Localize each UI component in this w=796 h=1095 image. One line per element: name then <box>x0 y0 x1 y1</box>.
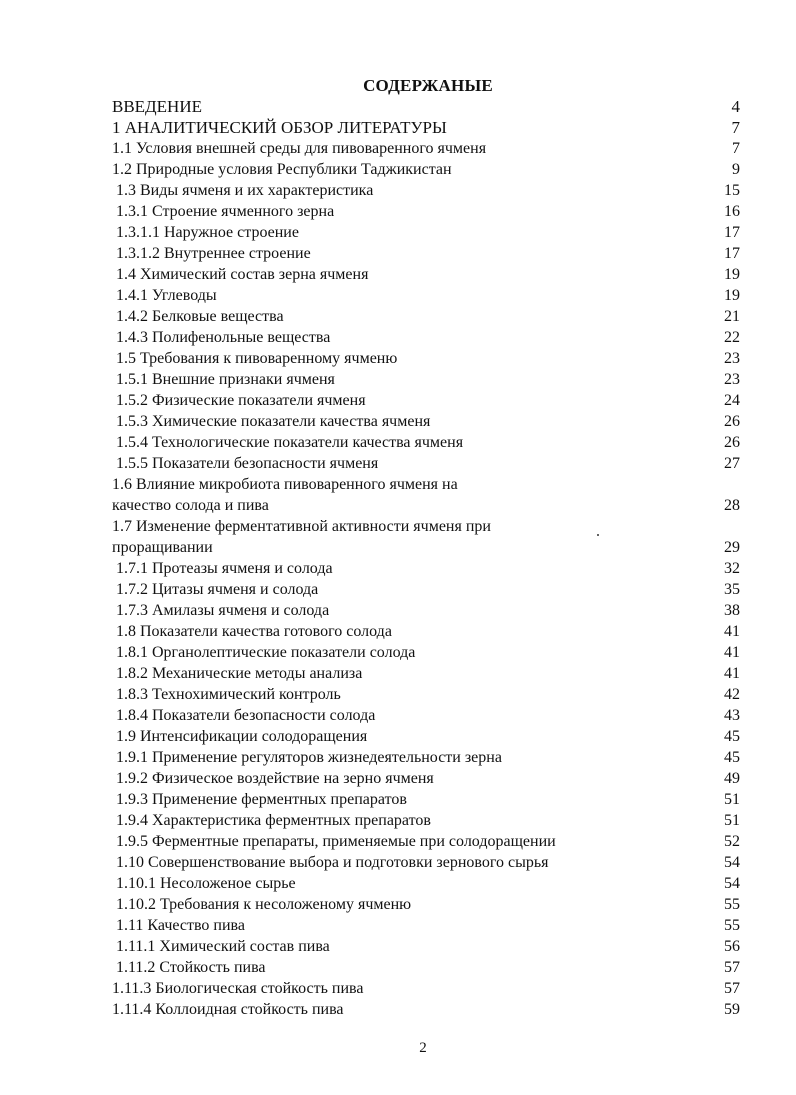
toc-row <box>112 831 740 852</box>
toc-entry-page: 49 <box>724 770 740 787</box>
toc-entry-title: 1.9 Интенсификации солодоращения <box>116 728 368 745</box>
toc-entry-title: 1.9.1 Применение регуляторов жизнедеятельности зерна <box>116 749 502 766</box>
toc-row <box>112 873 740 894</box>
toc-entry-page: 26 <box>724 413 740 430</box>
toc-entry-title: 1.9.3 Применение ферментных препаратов <box>116 791 407 808</box>
toc-entry-page: 35 <box>724 581 740 598</box>
toc-entry-page: 52 <box>724 833 740 850</box>
toc-entry-title: 1.11.2 Стойкость пива <box>116 959 266 976</box>
toc-entry-page: 57 <box>724 980 740 997</box>
toc-row <box>112 138 740 159</box>
toc-entry-title: 1.9.5 Ферментные препараты, применяемые при солодоращении <box>116 833 556 850</box>
toc-entry-page: 7 <box>732 140 740 157</box>
toc-entry-page: 27 <box>724 455 740 472</box>
toc-entry-page: 42 <box>724 686 740 703</box>
toc-entry-page: 17 <box>724 245 740 262</box>
toc-entry-page: 26 <box>724 434 740 451</box>
toc-row <box>112 369 740 390</box>
toc-entry-title: ВВЕДЕНИЕ <box>112 97 202 116</box>
toc-entry-title: 1.11.3 Биологическая стойкость пива <box>112 980 364 997</box>
toc-entry-title: 1.3 Виды ячменя и их характеристика <box>116 182 374 199</box>
toc-entry-title: 1.7 Изменение ферментативной активности ячменя при <box>112 518 491 535</box>
toc-entry-title: 1.7.3 Амилазы ячменя и солода <box>116 602 330 619</box>
toc-entry-title: 1.8.2 Механические методы анализа <box>116 665 363 682</box>
toc-entry-title: 1.8.3 Технохимический контроль <box>116 686 341 703</box>
toc-entry-title: 1.4 Химический состав зерна ячменя <box>116 266 369 283</box>
toc-entry-title: 1 АНАЛИТИЧЕСКИЙ ОБЗОР ЛИТЕРАТУРЫ <box>112 118 447 137</box>
toc-row <box>112 663 740 684</box>
toc-entry-page: 7 <box>731 118 740 137</box>
toc-entry-title: 1.3.1.1 Наружное строение <box>116 224 299 241</box>
toc-row <box>112 432 740 453</box>
toc-entry-page: 19 <box>724 266 740 283</box>
toc-row <box>112 558 740 579</box>
toc-row <box>112 117 740 138</box>
toc-row <box>112 768 740 789</box>
toc-entry-page: 22 <box>724 329 740 346</box>
toc-row <box>112 390 740 411</box>
toc-entry-page: 32 <box>724 560 740 577</box>
toc-row <box>112 579 740 600</box>
toc-row <box>112 621 740 642</box>
toc-entry-title: 1.11.4 Коллоидная стойкость пива <box>112 1001 344 1018</box>
toc-row <box>112 159 740 180</box>
toc-row <box>112 705 740 726</box>
toc-row <box>112 852 740 873</box>
toc-entry-page: 41 <box>724 665 740 682</box>
toc-entry-page: 56 <box>724 938 740 955</box>
toc-row <box>112 96 740 117</box>
toc-entry-title: 1.1 Условия внешней среды для пивоваренного ячменя <box>112 140 487 157</box>
toc-entry-page: 51 <box>724 812 740 829</box>
toc-row <box>112 978 740 999</box>
toc-row <box>112 411 740 432</box>
toc-entry-title: 1.5.1 Внешние признаки ячменя <box>116 371 335 388</box>
toc-entry-page: 41 <box>724 623 740 640</box>
toc-entry-title: 1.8.1 Органолептические показатели солода <box>116 644 416 661</box>
toc-row <box>112 957 740 978</box>
toc-entry-page: 9 <box>732 161 740 178</box>
toc-entry-page: 24 <box>724 392 740 409</box>
toc-entry-title: 1.6 Влияние микробиота пивоваренного ячменя на <box>112 476 458 493</box>
toc-row <box>112 180 740 201</box>
toc-entry-page: 59 <box>724 1001 740 1018</box>
toc-row <box>112 327 740 348</box>
toc-row <box>112 789 740 810</box>
toc-entry-title: 1.10 Совершенствование выбора и подготовки зернового сырья <box>116 854 549 871</box>
page-number: 2 <box>419 1040 427 1056</box>
toc-entry-title: 1.4.1 Углеводы <box>116 287 217 304</box>
table-of-contents <box>112 96 740 1020</box>
toc-row <box>112 348 740 369</box>
toc-entry-page: 54 <box>724 875 740 892</box>
toc-entry-page: 55 <box>724 917 740 934</box>
toc-entry-title: 1.8 Показатели качества готового солода <box>116 623 392 640</box>
toc-entry-title: 1.2 Природные условия Республики Таджикистан <box>112 161 452 178</box>
toc-entry-title: 1.5 Требования к пивоваренному ячменю <box>116 350 398 367</box>
toc-entry-page: 38 <box>724 602 740 619</box>
toc-entry-title: 1.11.1 Химический состав пива <box>116 938 330 955</box>
toc-entry-page: 23 <box>724 371 740 388</box>
toc-entry-page: 57 <box>724 959 740 976</box>
toc-row <box>112 684 740 705</box>
toc-entry-title: 1.3.1.2 Внутреннее строение <box>116 245 311 262</box>
toc-entry-page: 55 <box>724 896 740 913</box>
toc-entry-title: 1.9.4 Характеристика ферментных препаратов <box>116 812 431 829</box>
toc-row <box>112 243 740 264</box>
toc-row <box>112 642 740 663</box>
toc-entry-title: 1.9.2 Физическое воздействие на зерно ячменя <box>116 770 434 787</box>
toc-row <box>112 915 740 936</box>
toc-row <box>112 747 740 768</box>
toc-entry-page: 15 <box>724 182 740 199</box>
toc-row <box>112 264 740 285</box>
toc-entry-page: 4 <box>731 97 740 116</box>
toc-entry-title: 1.4.2 Белковые вещества <box>116 308 284 325</box>
toc-entry-page: 45 <box>724 749 740 766</box>
toc-entry-title: 1.8.4 Показатели безопасности солода <box>116 707 376 724</box>
toc-entry-page: 23 <box>724 350 740 367</box>
toc-entry-page: 16 <box>724 203 740 220</box>
toc-row <box>112 894 740 915</box>
toc-entry-page: 28 <box>724 497 740 514</box>
toc-row <box>112 810 740 831</box>
toc-row <box>112 999 740 1020</box>
toc-entry-title: 1.7.2 Цитазы ячменя и солода <box>116 581 319 598</box>
page-title: СОДЕРЖАНЫЕ <box>363 76 493 95</box>
toc-row <box>112 474 740 516</box>
toc-entry-title: 1.10.1 Несоложеное сырье <box>116 875 296 892</box>
toc-entry-title: 1.5.3 Химические показатели качества ячменя <box>116 413 431 430</box>
toc-entry-page: 29 <box>724 539 740 556</box>
toc-entry-title: 1.3.1 Строение ячменного зерна <box>116 203 335 220</box>
toc-row <box>112 222 740 243</box>
toc-row <box>112 726 740 747</box>
toc-entry-title: 1.4.3 Полифенольные вещества <box>116 329 331 346</box>
toc-entry-title: 1.10.2 Требования к несоложеному ячменю <box>116 896 412 913</box>
toc-row <box>112 600 740 621</box>
toc-entry-title: 1.5.2 Физические показатели ячменя <box>116 392 366 409</box>
toc-entry-title: 1.7.1 Протеазы ячменя и солода <box>116 560 333 577</box>
toc-entry-page: 19 <box>724 287 740 304</box>
toc-entry-page: 21 <box>724 308 740 325</box>
toc-entry-page: 43 <box>724 707 740 724</box>
toc-row <box>112 453 740 474</box>
toc-entry-page: 17 <box>724 224 740 241</box>
toc-entry-page: 41 <box>724 644 740 661</box>
toc-row <box>112 285 740 306</box>
toc-entry-title-cont: качество солода и пива <box>112 497 269 514</box>
toc-row <box>112 306 740 327</box>
toc-entry-title: 1.11 Качество пива <box>116 917 245 934</box>
toc-entry-title: 1.5.5 Показатели безопасности ячменя <box>116 455 379 472</box>
toc-entry-page: 45 <box>724 728 740 745</box>
toc-entry-title-cont: проращивании <box>112 539 213 556</box>
toc-row <box>112 201 740 222</box>
scan-speck <box>597 534 599 536</box>
toc-entry-title: 1.5.4 Технологические показатели качества ячменя <box>116 434 464 451</box>
toc-row <box>112 936 740 957</box>
toc-entry-page: 54 <box>724 854 740 871</box>
toc-entry-page: 51 <box>724 791 740 808</box>
toc-row <box>112 516 740 558</box>
